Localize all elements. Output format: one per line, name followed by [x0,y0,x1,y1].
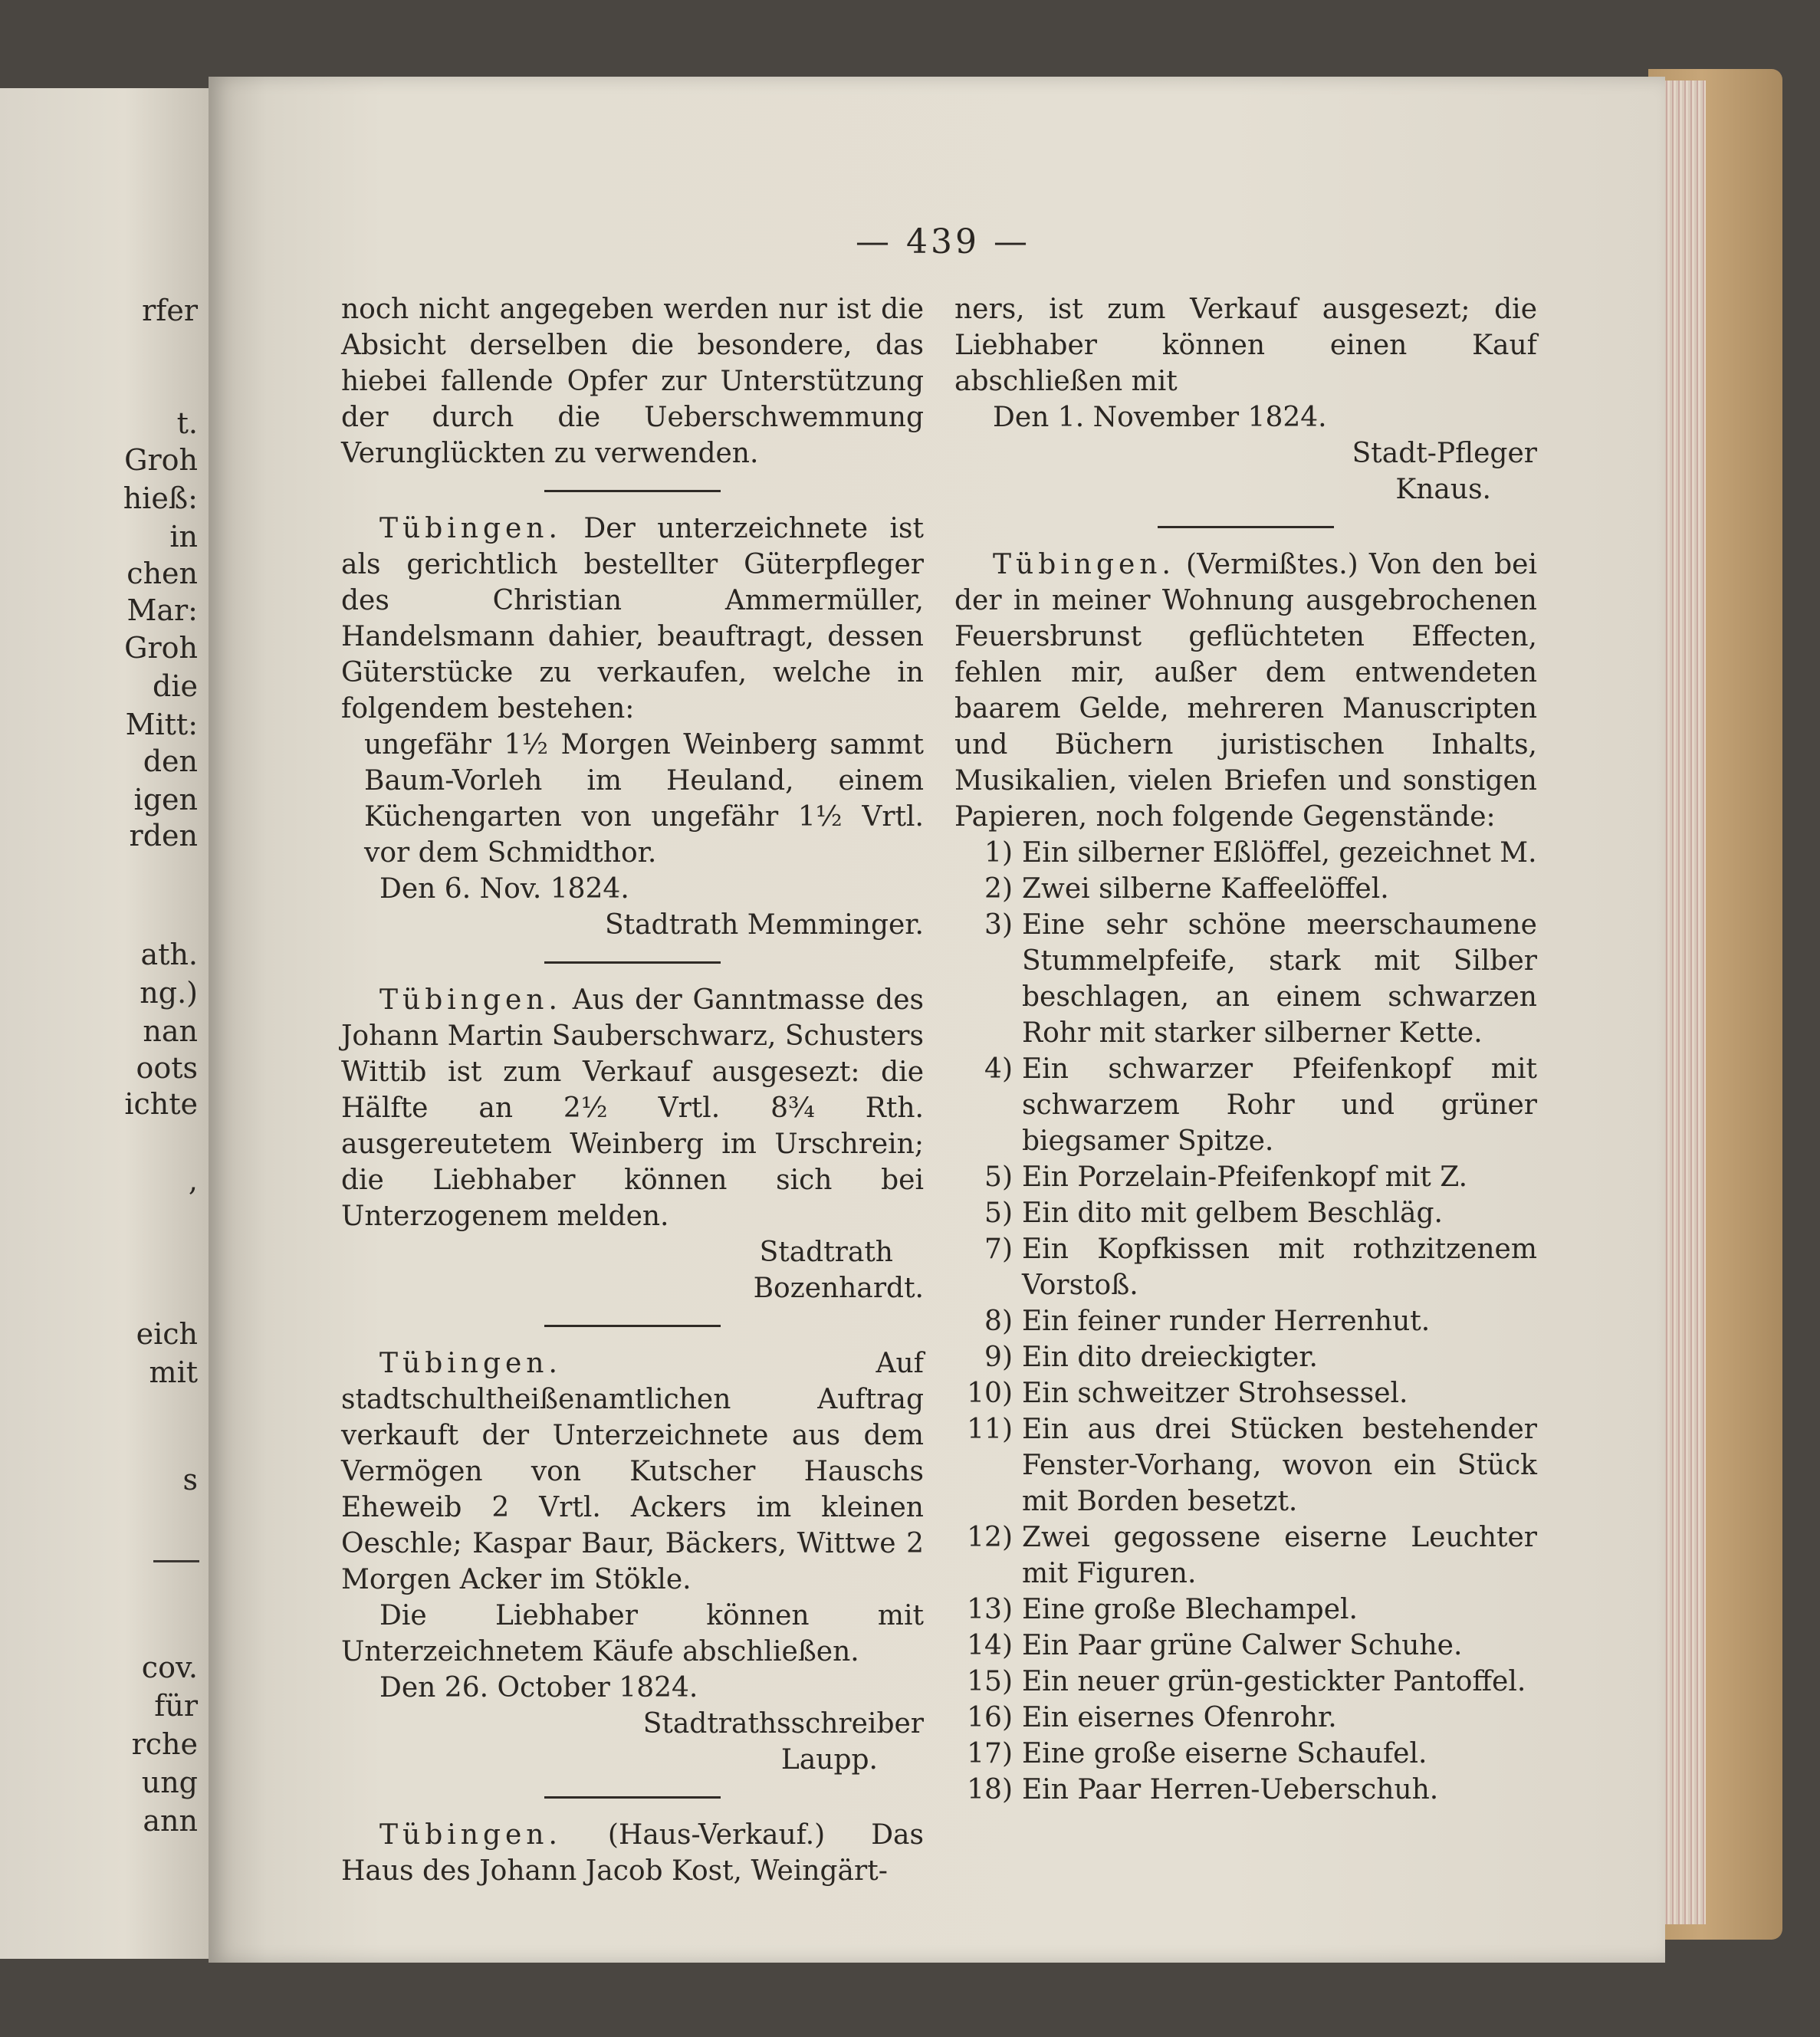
item-text: Ein aus drei Stücken bestehender Fenster-Vorhang, wovon ein Stück mit Borden besetzt. [1022,1414,1537,1517]
left-fragment: rden [129,819,198,853]
divider-rule [544,490,721,492]
notice-signature: Stadtrath [759,1237,893,1268]
notice-text: Die Liebhaber können mit Unterzeichnetem Käufe abschließen. [341,1600,924,1667]
notice [341,1345,924,1598]
list-item [954,1303,1537,1339]
list-item [954,1339,1537,1375]
list-item [954,1592,1537,1628]
notice-signature: Stadt-Pfleger [1352,438,1537,469]
notice-text: (Vermißtes.) Von den bei der in meiner Wohnung ausgebrochenen Feuersbrunst geflüchteten Effecten, fehlen mir, außer dem entwendeten baarem Gelde, mehreren Manuscripten und Büchern juristischen Inhalts, Musikalien, vielen Briefen und sonstigen Papieren, noch folgende Gegenstände: [954,549,1537,833]
left-fragment: t. [176,406,198,440]
item-number: 14) [967,1630,1013,1661]
left-fragment: ichte [124,1087,198,1121]
item-text: Ein feiner runder Herrenhut. [1022,1306,1431,1337]
notice-date: Den 6. Nov. 1824. [379,873,629,905]
item-text: Ein schweitzer Strohsessel. [1022,1378,1408,1409]
item-number: 9) [984,1342,1013,1373]
right-column [954,291,1537,1808]
left-fragment: für [154,1689,198,1723]
notice-text: Auf stadtschultheißenamtlichen Auftrag verkauft der Unterzeichnete aus dem Vermögen von Kutscher Hauschs Eheweib 2 Vrtl. Ackers im kleinen Oeschle; Kaspar Baur, Bäckers, Wittwe 2 Morgen Acker im Stökle. [341,1348,924,1595]
notice [341,982,924,1234]
notice-signature: Stadtrathsschreiber [642,1708,924,1740]
left-fragment: Groh [124,443,198,477]
item-text: Eine sehr schöne meerschaumene Stummelpfeife, stark mit Silber beschlagen, an einem schwarzen Rohr mit starker silberner Kette. [1022,909,1537,1049]
left-fragment: ath. [140,938,198,971]
left-fragment: Mar: [126,593,198,627]
item-number: 3) [984,909,1013,941]
list-item [954,1411,1537,1520]
item-text: Eine große Blechampel. [1022,1594,1358,1625]
item-text: Ein Porzelain-Pfeifenkopf mit Z. [1022,1161,1468,1193]
list-item [954,1628,1537,1664]
item-text: Eine große eiserne Schaufel. [1022,1738,1427,1769]
notice-text: Der unterzeichnete ist als gerichtlich bestellter Güterpfleger des Christian Ammermüller, Handelsmann dahier, beauftragt, dessen Güterstücke zu verkaufen, welche in folgendem bestehen: [341,513,924,724]
item-number: 5) [984,1198,1013,1229]
left-fragment: rfer [142,294,198,327]
list-item [954,1375,1537,1411]
item-number: 11) [967,1414,1013,1445]
left-fragment: s [182,1463,198,1497]
left-fragment: rche [131,1727,198,1761]
notice-text: Aus der Ganntmasse des Johann Martin Sauberschwarz, Schusters Wittib ist zum Verkauf ausgesezt: die Hälfte an 2½ Vrtl. 8¾ Rth. ausgereutetem Weinberg im Urschrein; die Liebhaber können sich bei Unterzogenem melden. [341,984,924,1232]
paragraph: ners, ist zum Verkauf ausgesezt; die Liebhaber können einen Kauf abschließen mit [954,294,1537,397]
item-text: Ein Paar Herren-Ueberschuh. [1022,1774,1439,1805]
item-text: Ein dito mit gelbem Beschläg. [1022,1198,1443,1229]
left-fragment: Mitt: [125,708,198,741]
missing-items-list [954,835,1537,1808]
notice [341,511,924,727]
list-item [954,1736,1537,1772]
item-number: 12) [967,1522,1013,1553]
item-number: 16) [967,1702,1013,1733]
list-item [954,871,1537,907]
left-fragment: in [169,520,198,554]
left-fragment: ng.) [140,976,198,1010]
list-item [954,1520,1537,1592]
notice-signature: Laupp. [780,1744,878,1776]
item-text: Zwei silberne Kaffeelöffel. [1022,873,1389,905]
left-page [0,88,209,1959]
left-fragment: oots [136,1051,198,1085]
notice-signature: Knaus. [1395,474,1491,505]
notice-place: Tübingen. [379,1348,562,1379]
item-number: 7) [984,1234,1013,1265]
item-text: Zwei gegossene eiserne Leuchter mit Figuren. [1022,1522,1537,1589]
left-fragment: eich [136,1317,198,1351]
item-number: 18) [967,1774,1013,1805]
left-fragment: cov. [141,1651,198,1684]
item-text: Ein silberner Eßlöffel, gezeichnet M. [1022,837,1537,869]
list-item [954,907,1537,1051]
item-number: 15) [967,1666,1013,1697]
left-fragment: mit [149,1355,198,1389]
item-text: Ein eisernes Ofenrohr. [1022,1702,1337,1733]
paragraph: noch nicht angegeben werden nur ist die Absicht derselben die besondere, das hiebei fallende Opfer zur Unterstützung der durch die Ueberschwemmung Verunglückten zu verwenden. [341,294,924,469]
item-number: 2) [984,873,1013,905]
item-number: 10) [967,1378,1013,1409]
left-fragment: igen [133,783,198,816]
item-text: Ein dito dreieckigter. [1022,1342,1318,1373]
list-item [954,1159,1537,1195]
notice-place: Tübingen. [379,984,562,1016]
item-text: Ein schwarzer Pfeifenkopf mit schwarzem Rohr und grüner biegsamer Spitze. [1022,1053,1537,1157]
item-number: 1) [984,837,1013,869]
left-fragment: den [143,744,198,778]
left-fragment: , [188,1164,198,1198]
divider-rule [544,961,721,964]
notice-signature: Stadtrath Memminger. [604,909,924,941]
divider-rule [1158,526,1334,528]
left-fragment: nan [143,1014,198,1048]
left-fragment: ann [143,1804,198,1838]
page-edges [1664,80,1706,1924]
notice-place: Tübingen. [379,513,562,544]
left-fragment: hieß: [123,481,198,515]
notice [954,547,1537,835]
item-text: Ein neuer grün-gestickter Pantoffel. [1022,1666,1526,1697]
notice-date: Den 26. October 1824. [379,1672,698,1704]
list-item [954,1664,1537,1700]
list-item [954,835,1537,871]
item-text: Ein Paar grüne Calwer Schuhe. [1022,1630,1463,1661]
left-column [341,291,924,1889]
notice-item: ungefähr 1½ Morgen Weinberg sammt Baum-Vorleh im Heuland, einem Küchengarten von ungefähr 1½ Vrtl. vor dem Schmidthor. [364,729,924,869]
item-number: 5) [984,1161,1013,1193]
notice-text: (Haus-Verkauf.) Das Haus des Johann Jacob Kost, Weingärt- [341,1819,924,1887]
notice-date: Den 1. November 1824. [993,402,1327,433]
notice-place: Tübingen. [379,1819,562,1851]
divider-rule [544,1796,721,1799]
notice [341,1817,924,1889]
divider-rule [544,1325,721,1327]
left-fragment: die [153,669,198,703]
item-number: 8) [984,1306,1013,1337]
left-fragment: Groh [124,631,198,665]
list-item [954,1772,1537,1808]
left-fragment: ung [141,1766,198,1799]
notice-place: Tübingen. [993,549,1175,580]
left-fragment: chen [126,557,198,590]
notice-signature: Bozenhardt. [753,1273,924,1304]
left-rule [153,1560,199,1562]
item-number: 13) [967,1594,1013,1625]
page-number: — 439 — [856,222,1030,261]
list-item [954,1700,1537,1736]
list-item [954,1195,1537,1231]
list-item [954,1051,1537,1159]
list-item [954,1231,1537,1303]
item-text: Ein Kopfkissen mit rothzitzenem Vorstoß. [1022,1234,1537,1301]
item-number: 17) [967,1738,1013,1769]
item-number: 4) [984,1053,1013,1085]
